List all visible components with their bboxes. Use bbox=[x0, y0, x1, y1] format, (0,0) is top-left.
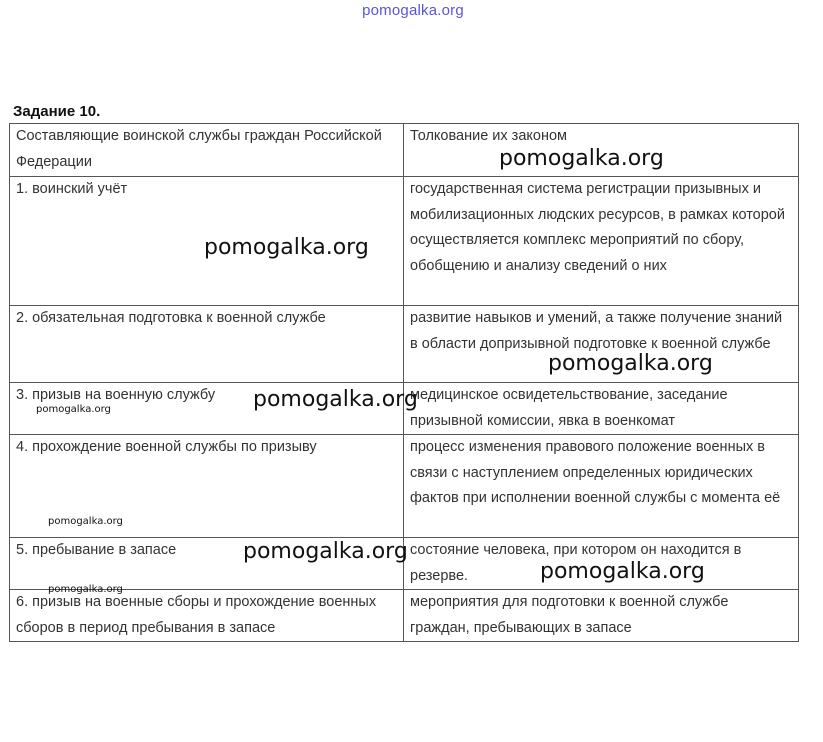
table-row bbox=[10, 538, 799, 590]
component-cell: 6. призыв на военные сборы и прохождение военных сборов в период пребывания в запасе bbox=[10, 590, 404, 642]
watermark: pomogalka.org bbox=[253, 387, 418, 412]
watermark: pomogalka.org bbox=[204, 235, 369, 260]
component-cell: 1. воинский учёт bbox=[10, 177, 404, 306]
table-row bbox=[10, 383, 799, 435]
table-row bbox=[10, 590, 799, 642]
component-cell: 3. призыв на военную службу bbox=[10, 383, 404, 435]
definition-cell: развитие навыков и умений, а также получение знаний в области допризывной подготовке к военной службе bbox=[404, 306, 799, 383]
component-cell: 2. обязательная подготовка к военной службе bbox=[10, 306, 404, 383]
watermark: pomogalka.org bbox=[548, 351, 713, 376]
watermark: pomogalka.org bbox=[48, 516, 123, 527]
watermark: pomogalka.org bbox=[243, 539, 408, 564]
watermark: pomogalka.org bbox=[36, 404, 111, 415]
table-row bbox=[10, 306, 799, 383]
column-header-components: Составляющие воинской службы граждан Российской Федерации bbox=[10, 124, 404, 177]
site-header-link[interactable]: pomogalka.org bbox=[362, 2, 464, 19]
definition-cell: государственная система регистрации призывных и мобилизационных людских ресурсов, в рамках которой осуществляется комплекс мероприятий по сбору, обобщению и анализу сведений о них bbox=[404, 177, 799, 306]
table-row bbox=[10, 177, 799, 306]
watermark: pomogalka.org bbox=[48, 584, 123, 595]
task-title: Задание 10. bbox=[13, 103, 101, 120]
component-cell: 4. прохождение военной службы по призыву bbox=[10, 435, 404, 538]
watermark: pomogalka.org bbox=[499, 146, 664, 171]
definition-cell: мероприятия для подготовки к военной службе граждан, пребывающих в запасе bbox=[404, 590, 799, 642]
column-header-interpretation: Толкование их законом bbox=[404, 124, 799, 177]
table-row bbox=[10, 435, 799, 538]
definition-cell: медицинское освидетельствование, заседание призывной комиссии, явка в военкомат bbox=[404, 383, 799, 435]
definition-cell: процесс изменения правового положение военных в связи с наступлением определенных юридических фактов при исполнении военной службы с момента её bbox=[404, 435, 799, 538]
table-header-row bbox=[10, 124, 799, 177]
component-cell: 5. пребывание в запасе bbox=[10, 538, 404, 590]
definition-cell: состояние человека, при котором он находится в резерве. bbox=[404, 538, 799, 590]
military-service-table bbox=[9, 123, 799, 642]
watermark: pomogalka.org bbox=[540, 559, 705, 584]
